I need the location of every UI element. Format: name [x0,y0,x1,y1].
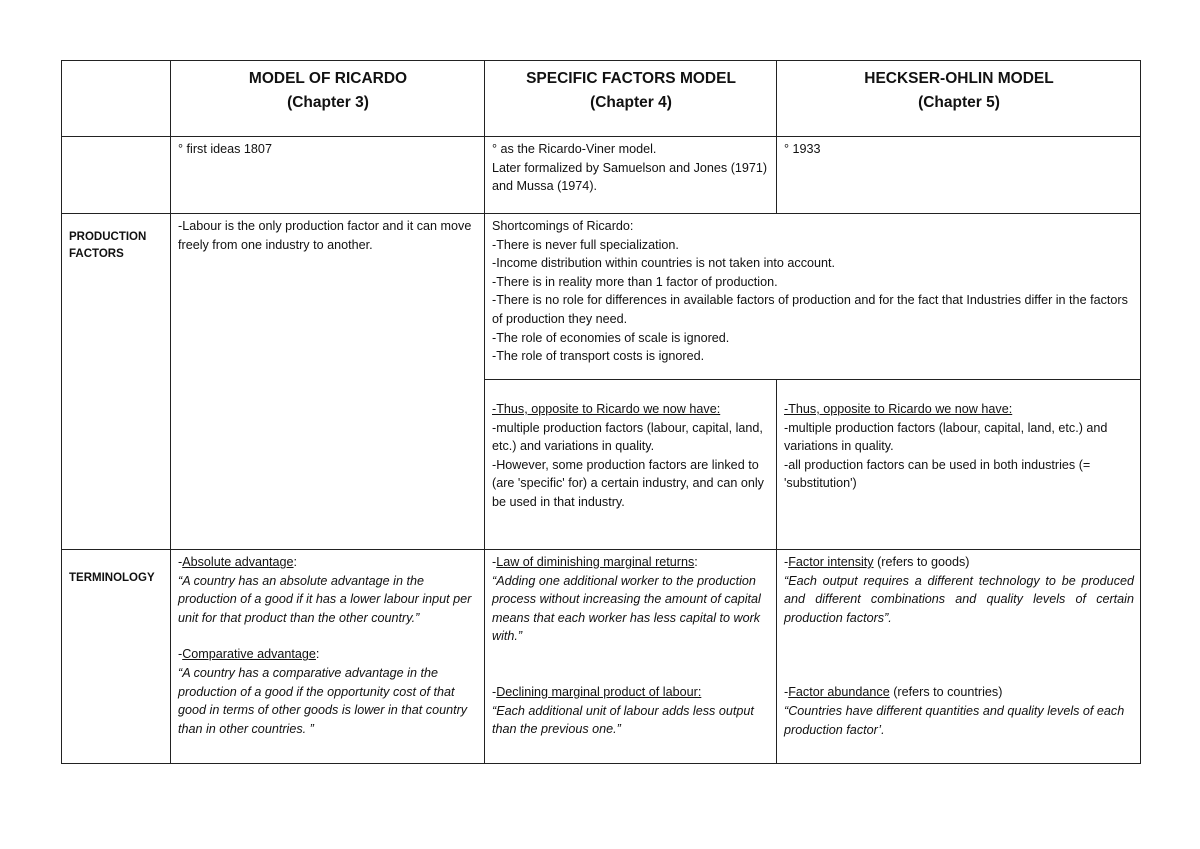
header-empty-cell [62,61,171,137]
term-diminishing-returns-name: Law of diminishing marginal returns [496,555,695,569]
production-ricardo-cell [171,214,485,550]
terminology-row [62,550,1141,764]
intro-ricardo-cell [171,137,485,214]
terminology-ricardo-cell [171,550,485,764]
term-suffix: (refers to goods) [873,555,970,569]
term-factor-abundance-name: Factor abundance [788,685,890,700]
production-ho-cell [777,380,1141,550]
trade-models-comparison-table [61,60,1141,764]
term-factor-intensity-name: Factor intensity [788,555,874,569]
terminology-label: TERMINOLOGY [62,550,171,764]
term-diminishing-returns [492,553,770,572]
term-factor-intensity-definition: “Each output requires a different technology to be produced and different combinations and quality levels of certain production factors”. [784,573,1134,625]
intro-row [62,137,1141,214]
term-comparative-advantage [178,645,478,664]
term-prefix: - [492,684,497,699]
production-specific-line: -multiple production factors (labour, capital, land, etc.) and variations in quality. [492,420,763,454]
term-diminishing-returns-definition: “Adding one additional worker to the production process without increasing the amount of capital means that each worker has less capital to work with.” [492,573,761,644]
term-suffix: : [694,555,698,569]
shortcoming-item: -There is never full specialization. [492,237,679,252]
term-suffix: (refers to countries) [889,685,1003,700]
production-specific-heading: -Thus, opposite to Ricardo we now have: [492,402,721,416]
shortcoming-item: -Income distribution within countries is not taken into account. [492,256,836,271]
term-comparative-advantage-definition: “A country has a comparative advantage in the production of a good if the opportunity cost of that good in terms of other goods is lower in that country than in other countries. ” [178,665,468,736]
production-ho-line: -multiple production factors (labour, capital, land, etc.) and variations in quality. [784,420,1108,454]
term-factor-abundance-definition: “Countries have different quantities and quality levels of each production factor’. [784,703,1125,737]
spacer [178,627,478,645]
intro-ho-cell [777,137,1141,214]
header-ricardo [171,61,485,137]
term-declining-marginal-product [492,683,770,702]
production-factors-label: PRODUCTION FACTORS [62,214,171,550]
terminology-ho-cell [777,550,1141,764]
spacer [492,646,770,683]
term-absolute-advantage-name: Absolute advantage [182,555,294,569]
header-specific-title: SPECIFIC FACTORS MODEL [526,70,736,87]
shortcoming-item: -There is no role for differences in available factors of production and for the fact that Industries differ in the factors of production they need. [492,293,1128,326]
term-factor-abundance [784,683,1134,702]
header-ho-chapter: (Chapter 5) [918,94,1000,111]
header-ricardo-chapter: (Chapter 3) [287,94,369,111]
spacer [784,627,1134,683]
header-ho-title: HECKSER-OHLIN MODEL [864,70,1054,87]
production-ricardo-text: -Labour is the only production factor and it can move freely from one industry to another. [178,219,472,252]
header-specific-chapter: (Chapter 4) [590,94,672,111]
term-declining-marginal-product-definition: “Each additional unit of labour adds less output than the previous one.” [492,703,754,737]
terminology-specific-cell [485,550,777,764]
production-factors-row-top [62,214,1141,380]
term-declining-marginal-product-name: Declining marginal product of labour: [496,684,702,699]
header-specific-factors [485,61,777,137]
term-suffix: : [315,647,320,662]
intro-label-cell [62,137,171,214]
intro-specific-line1: ° as the Ricardo-Viner model. [492,142,657,156]
production-specific-cell [485,380,777,550]
production-specific-line: -However, some production factors are linked to (are 'specific' for) a certain industry, and can only be used in that industry. [492,457,764,509]
intro-ho-text: ° 1933 [784,142,821,156]
intro-specific-line2: Later formalized by Samuelson and Jones (1971) and Mussa (1974). [492,160,768,194]
production-ho-heading: -Thus, opposite to Ricardo we now have: [784,402,1013,416]
shortcomings-cell [485,214,1141,380]
production-ho-line: -all production factors can be used in both industries (= 'substitution') [784,457,1091,491]
shortcoming-item: -The role of economies of scale is ignored. [492,330,730,345]
shortcomings-title: Shortcomings of Ricardo: [492,219,634,233]
header-heckser-ohlin [777,61,1141,137]
intro-specific-cell [485,137,777,214]
shortcoming-item: -The role of transport costs is ignored. [492,349,705,364]
term-prefix: - [178,647,183,662]
term-absolute-advantage-definition: “A country has an absolute advantage in the production of a good if it has a lower labour input per unit for that product than the other country.” [178,573,472,625]
term-prefix: - [784,685,789,700]
comparison-table-page [61,60,1140,764]
shortcoming-item: -There is in reality more than 1 factor of production. [492,274,778,289]
header-row [62,61,1141,137]
header-ricardo-title: MODEL OF RICARDO [248,70,408,87]
term-comparative-advantage-name: Comparative advantage [182,647,316,662]
term-absolute-advantage [178,553,478,572]
term-factor-intensity [784,553,1134,572]
intro-ricardo-text: ° first ideas 1807 [178,142,272,156]
term-prefix: - [492,555,497,569]
term-suffix: : [293,555,298,569]
term-prefix: - [178,555,183,569]
term-prefix: - [784,555,789,569]
